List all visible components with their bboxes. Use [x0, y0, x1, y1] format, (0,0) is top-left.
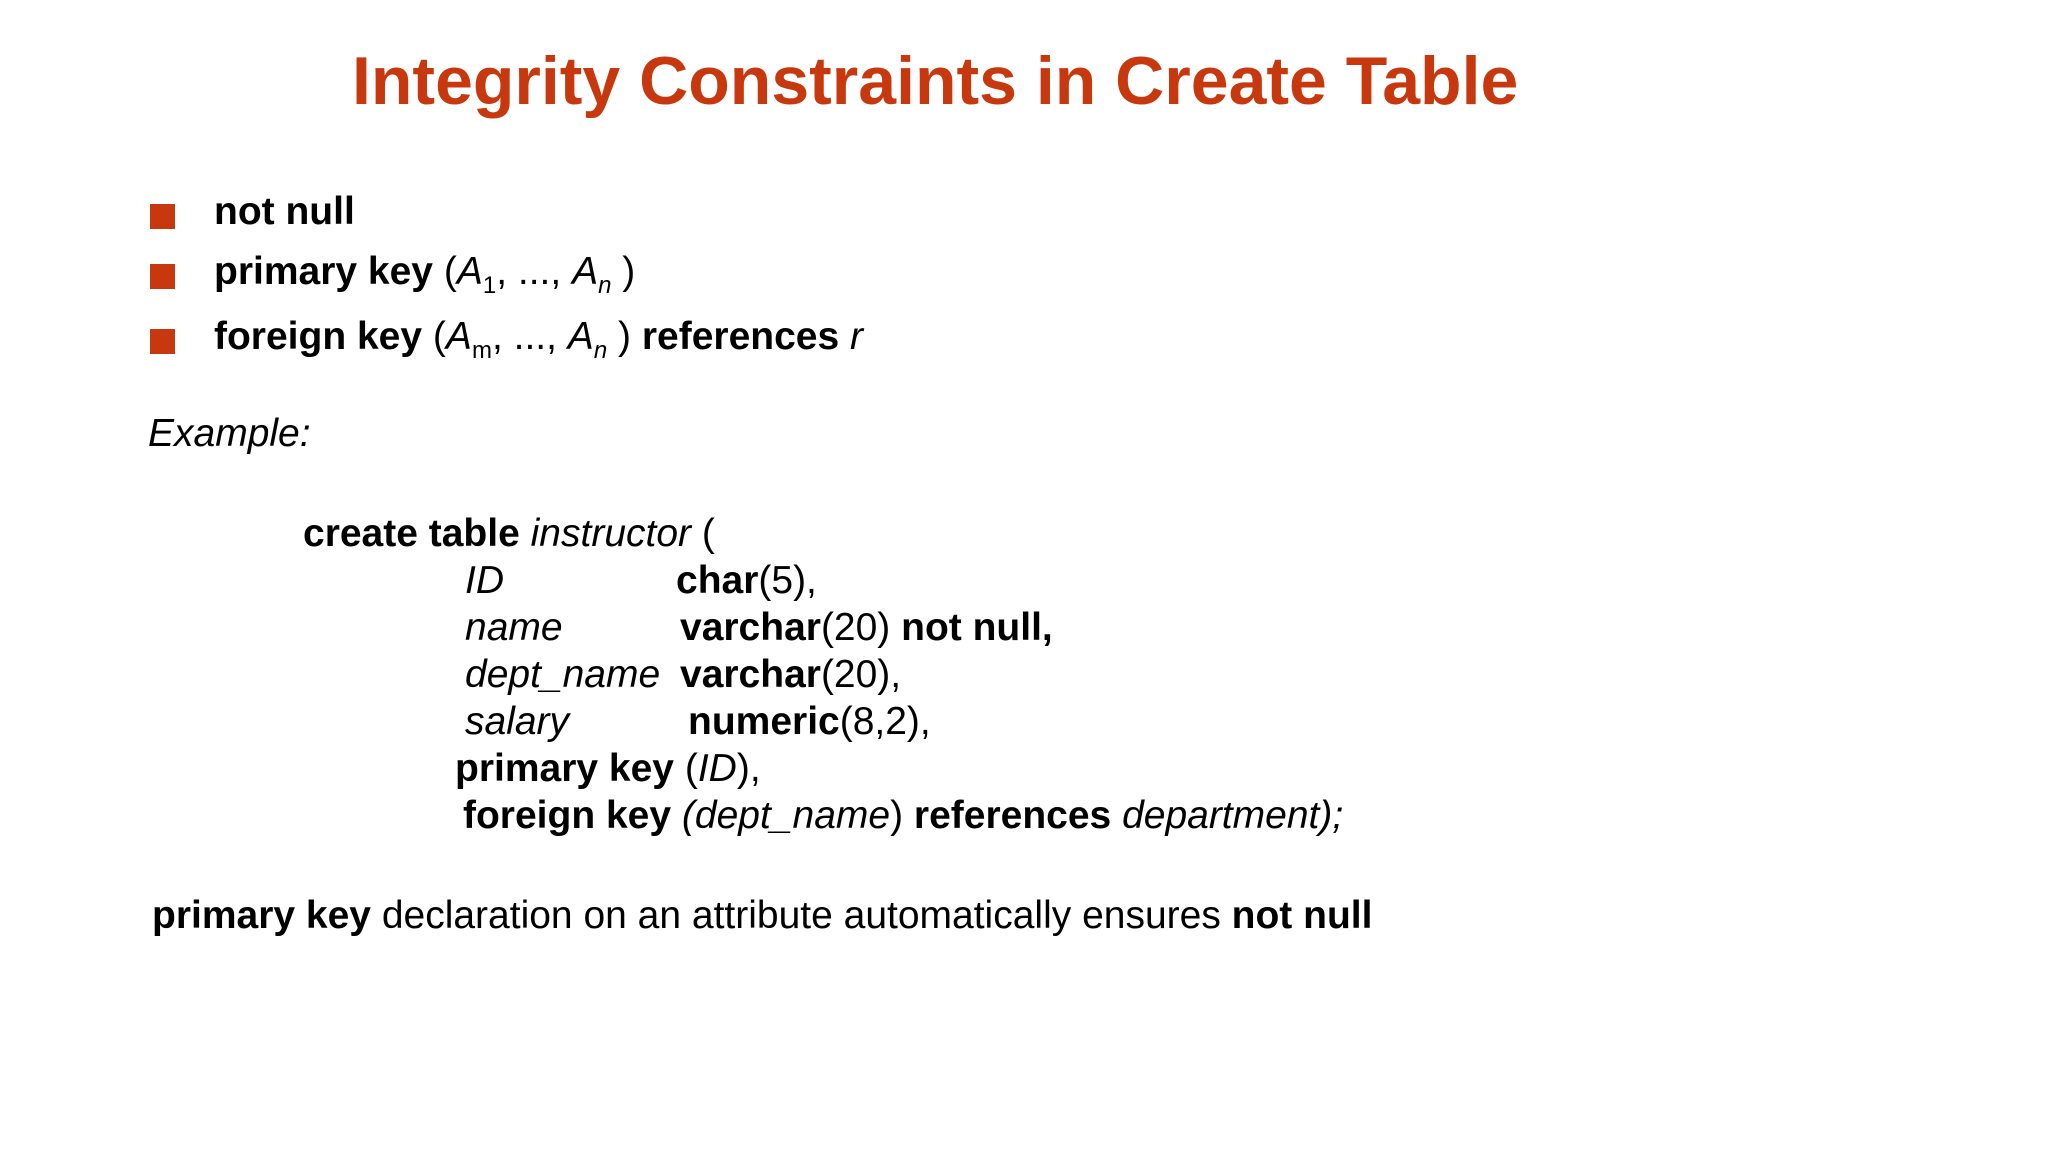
square-bullet-icon	[150, 329, 175, 354]
code-line-primary-key: primary key (ID),	[455, 747, 761, 790]
code-attr-dept-name: dept_name	[465, 653, 661, 696]
code-type-dept-name: varchar(20),	[680, 653, 902, 696]
square-bullet-icon	[150, 264, 175, 289]
code-attr-salary: salary	[465, 700, 570, 743]
code-attr-id: ID	[465, 559, 504, 602]
bullet-text: foreign key ($A_m$, ..., $A_n$ ) references r	[214, 315, 864, 364]
code-type-name: varchar(20) not null,	[680, 606, 1053, 649]
code-type-salary: numeric(8,2),	[688, 700, 931, 743]
bullet-text: not null	[214, 190, 355, 233]
bullet-text: primary key ($A_1$, ..., $A_n$ )	[214, 250, 636, 299]
code-line-create-table: create table instructor (	[303, 512, 715, 555]
code-line-foreign-key: foreign key (dept_name) references department);	[463, 794, 1344, 837]
primary-key-note: primary key declaration on an attribute automatically ensures not null	[152, 894, 1373, 937]
example-label: Example:	[148, 412, 311, 455]
slide-title: Integrity Constraints in Create Table	[352, 43, 1519, 119]
code-attr-name: name	[465, 606, 563, 649]
code-type-id: char(5),	[676, 559, 817, 602]
square-bullet-icon	[150, 204, 175, 229]
